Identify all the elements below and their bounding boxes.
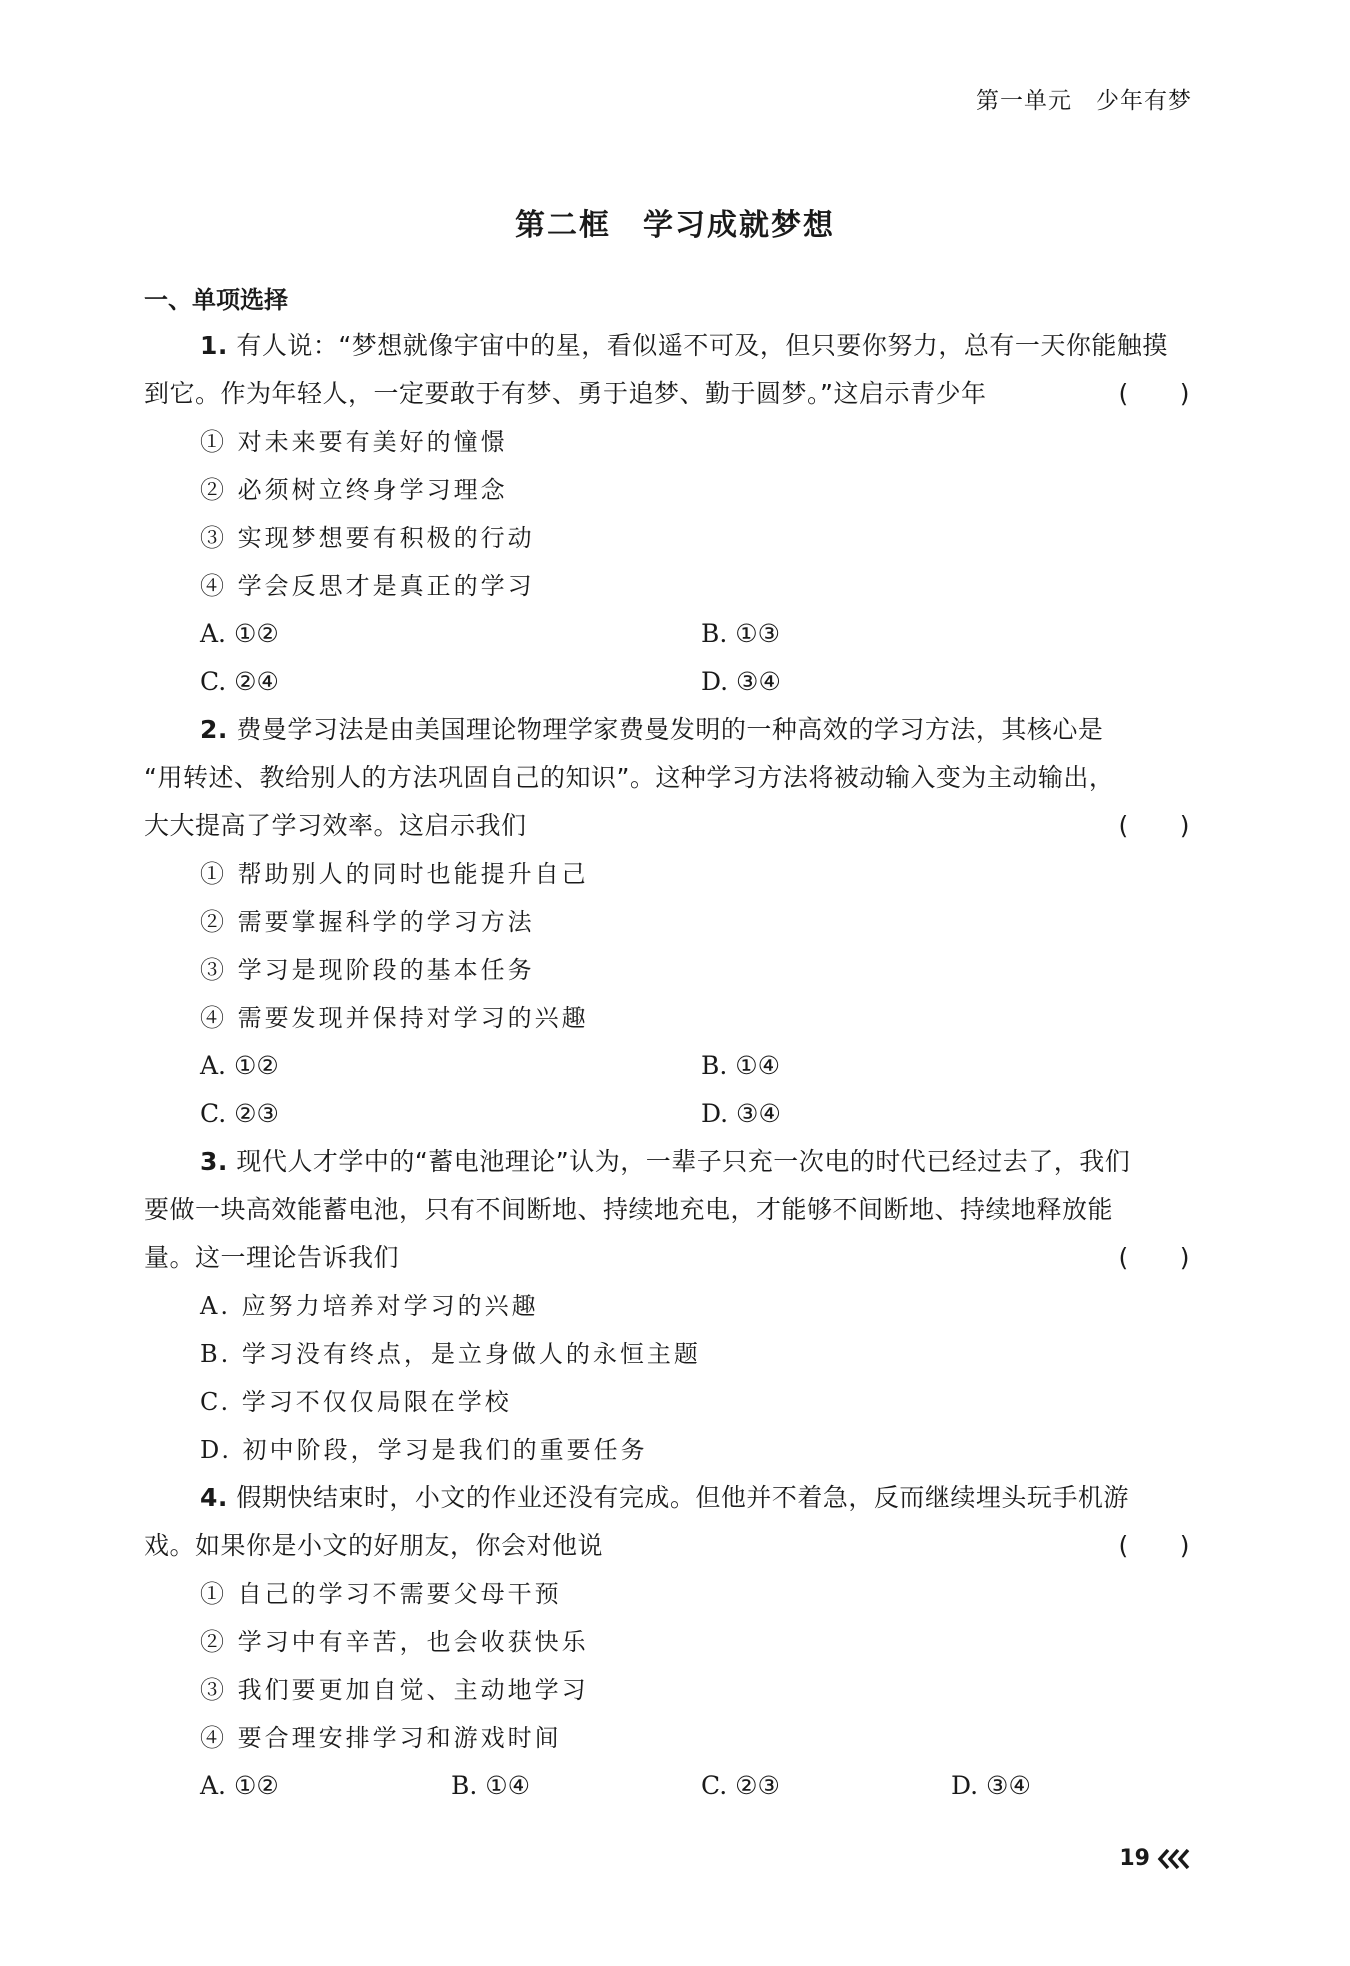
choice-b[interactable]: B. ①④ [701,1051,781,1080]
choice-d[interactable]: D. ③④ [701,1099,781,1128]
choice-row [144,1090,1190,1138]
question-2 [144,706,1190,1138]
triple-left-chevron-icon [1156,1848,1192,1870]
statement-option: ② 需要掌握科学的学习方法 [200,908,535,936]
question-number: 3. [200,1147,228,1176]
choice-d[interactable]: D. ③④ [951,1771,1031,1800]
choice-a[interactable]: A. ①② [200,1051,279,1080]
part-heading: 一、单项选择 [144,286,288,314]
choice-a[interactable]: A. ①② [200,1771,279,1800]
statement-option: ② 必须树立终身学习理念 [200,476,508,504]
statement-option: ③ 实现梦想要有积极的行动 [200,524,535,552]
choice-c[interactable]: C. ②③ [701,1771,780,1800]
choice-row [144,658,1190,706]
question-stem-line: 大大提高了学习效率。这启示我们 ( ) [144,802,1190,850]
question-stem-line: 要做一块高效能蓄电池，只有不间断地、持续地充电，才能够不间断地、持续地释放能 [144,1195,1114,1224]
statement-option: ③ 我们要更加自觉、主动地学习 [200,1676,589,1704]
choice-b[interactable]: B. 学习没有终点，是立身做人的永恒主题 [200,1340,701,1368]
choice-b[interactable]: B. ①④ [451,1771,531,1800]
statement-option: ① 帮助别人的同时也能提升自己 [200,860,589,888]
question-number: 4. [200,1483,228,1512]
question-3 [144,1138,1190,1474]
question-number: 1. [200,331,228,360]
answer-blank[interactable]: ( ) [1118,1243,1190,1272]
choice-a[interactable]: A. 应努力培养对学习的兴趣 [200,1292,539,1320]
question-number: 2. [200,715,228,744]
statement-option: ① 对未来要有美好的憧憬 [200,428,508,456]
question-list [144,322,1190,1810]
choice-c[interactable]: C. ②③ [200,1099,279,1128]
question-stem-line: 4. 假期快结束时，小文的作业还没有完成。但他并不着急，反而继续埋头玩手机游 [200,1483,1129,1512]
answer-blank[interactable]: ( ) [1118,811,1190,840]
choice-d[interactable]: D. ③④ [701,667,781,696]
question-1 [144,322,1190,706]
choice-b[interactable]: B. ①③ [701,619,781,648]
statement-option: ② 学习中有辛苦，也会收获快乐 [200,1628,589,1656]
choice-c[interactable]: C. 学习不仅仅局限在学校 [200,1388,512,1416]
choice-a[interactable]: A. ①② [200,619,279,648]
question-4 [144,1474,1190,1810]
unit-header: 第一单元 少年有梦 [976,88,1192,114]
question-stem-line: 2. 费曼学习法是由美国理论物理学家费曼发明的一种高效的学习方法，其核心是 [200,715,1104,744]
choice-row [144,1042,1190,1090]
statement-option: ④ 要合理安排学习和游戏时间 [200,1724,562,1752]
question-stem-line: 1. 有人说：“梦想就像宇宙中的星，看似遥不可及，但只要你努力，总有一天你能触摸 [200,331,1168,360]
answer-blank[interactable]: ( ) [1118,379,1190,408]
statement-option: ④ 学会反思才是真正的学习 [200,572,535,600]
question-stem-line: 到它。作为年轻人，一定要敢于有梦、勇于追梦、勤于圆梦。”这启示青少年 ( ) [144,370,1190,418]
page-footer [1119,1846,1192,1871]
question-stem-line: 量。这一理论告诉我们 ( ) [144,1234,1190,1282]
section-title: 第二框 学习成就梦想 [515,208,835,243]
statement-option: ① 自己的学习不需要父母干预 [200,1580,562,1608]
question-stem-line: 3. 现代人才学中的“蓄电池理论”认为，一辈子只充一次电的时代已经过去了，我们 [200,1147,1131,1176]
statement-option: ③ 学习是现阶段的基本任务 [200,956,535,984]
choice-row [144,610,1190,658]
choice-row [144,1762,1190,1810]
question-stem-line: “用转述、教给别人的方法巩固自己的知识”。这种学习方法将被动输入变为主动输出， [144,763,1115,792]
statement-option: ④ 需要发现并保持对学习的兴趣 [200,1004,589,1032]
page-number: 19 [1119,1846,1150,1871]
choice-c[interactable]: C. ②④ [200,667,279,696]
answer-blank[interactable]: ( ) [1118,1531,1190,1560]
choice-d[interactable]: D. 初中阶段，学习是我们的重要任务 [200,1436,648,1464]
question-stem-line: 戏。如果你是小文的好朋友，你会对他说 ( ) [144,1522,1190,1570]
